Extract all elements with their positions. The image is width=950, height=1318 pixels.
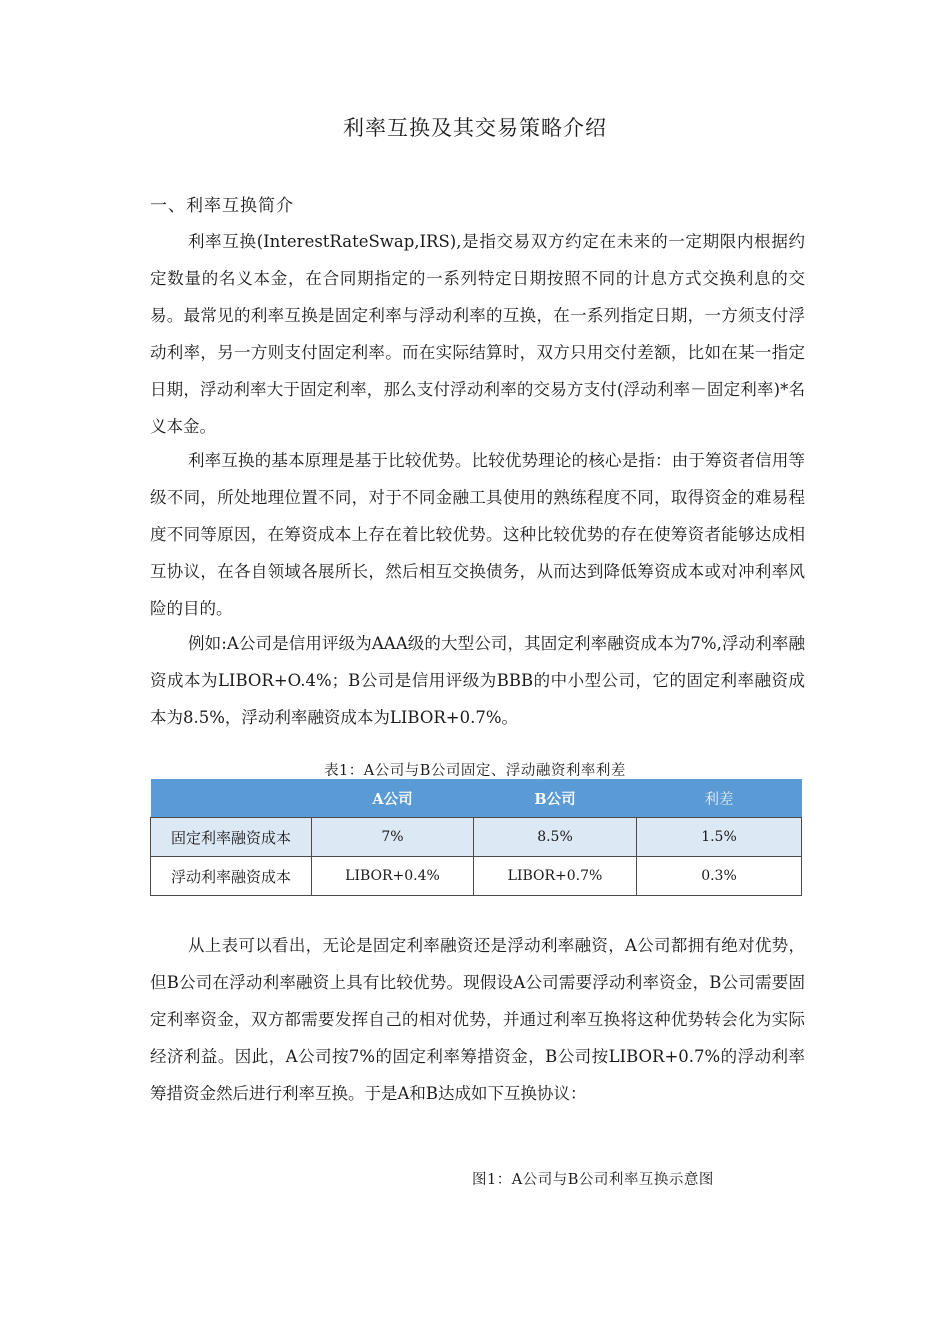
- table-cell: 8.5%: [474, 818, 637, 857]
- table-cell: 7%: [312, 818, 474, 857]
- table-cell: LIBOR+0.4%: [312, 857, 474, 896]
- paragraph-swap-agreement: 从上表可以看出，无论是固定利率融资还是浮动利率融资，A公司都拥有绝对优势，但B公司在浮动利率融资上具有比较优势。现假设A公司需要浮动利率资金，B公司需要固定利率资金，双方都需要发挥自己的相对优势，并通过利率互换将这种优势转会化为实际经济利益。因此，A公司按7%的固定利率筹措资金，B公司按LIBOR+0.7%的浮动利率筹措资金然后进行利率互换。于是A和B达成如下互换协议：: [150, 936, 805, 1103]
- paragraph-example: 例如:A公司是信用评级为AAA级的大型公司，其固定利率融资成本为7%,浮动利率融资成本为LIBOR+O.4%；B公司是信用评级为BBB的中小型公司，它的固定利率融资成本为8.5%，浮动利率融资成本为LIBOR+0.7%。: [150, 634, 805, 727]
- table-caption: 表1：A公司与B公司固定、浮动融资利率利差: [324, 763, 626, 779]
- paragraph-comparative-advantage: 利率互换的基本原理是基于比较优势。比较优势理论的核心是指：由于筹资者信用等级不同，所处地理位置不同，对于不同金融工具使用的熟练程度不同，取得资金的难易程度不同等原因，在筹资成本上存在着比较优势。这种比较优势的存在使筹资者能够达成相互协议，在各自领域各展所长，然后相互交换债务，从而达到降低筹资成本或对冲利率风险的目的。: [150, 451, 805, 618]
- table-header-empty: [151, 779, 312, 818]
- table-header-row: [151, 779, 802, 818]
- table-cell-label: 固定利率融资成本: [151, 818, 312, 857]
- table-cell: 0.3%: [637, 857, 802, 896]
- table-header-company-b: B公司: [474, 779, 637, 818]
- rate-spread-table: [150, 779, 802, 896]
- paragraph-irs-definition: 利率互换(InterestRateSwap,IRS),是指交易双方约定在未来的一定期限内根据约定数量的名义本金，在合同期指定的一系列特定日期按照不同的计息方式交换利息的交易。最常见的利率互换是固定利率与浮动利率的互换，在一系列指定日期，一方须支付浮动利率，另一方则支付固定利率。而在实际结算时，双方只用交付差额，比如在某一指定日期，浮动利率大于固定利率，那么支付浮动利率的交易方支付(浮动利率－固定利率)*名义本金。: [150, 232, 805, 436]
- section-heading: 一、利率互换简介: [150, 196, 294, 216]
- table-cell-label: 浮动利率融资成本: [151, 857, 312, 896]
- table-cell: 1.5%: [637, 818, 802, 857]
- table-cell: LIBOR+0.7%: [474, 857, 637, 896]
- table-row: [151, 857, 802, 896]
- table-header-spread: 利差: [637, 779, 802, 818]
- table-row: [151, 818, 802, 857]
- table-header-company-a: A公司: [312, 779, 474, 818]
- figure-caption: 图1：A公司与B公司利率互换示意图: [472, 1172, 714, 1188]
- document-title: 利率互换及其交易策略介绍: [343, 116, 607, 140]
